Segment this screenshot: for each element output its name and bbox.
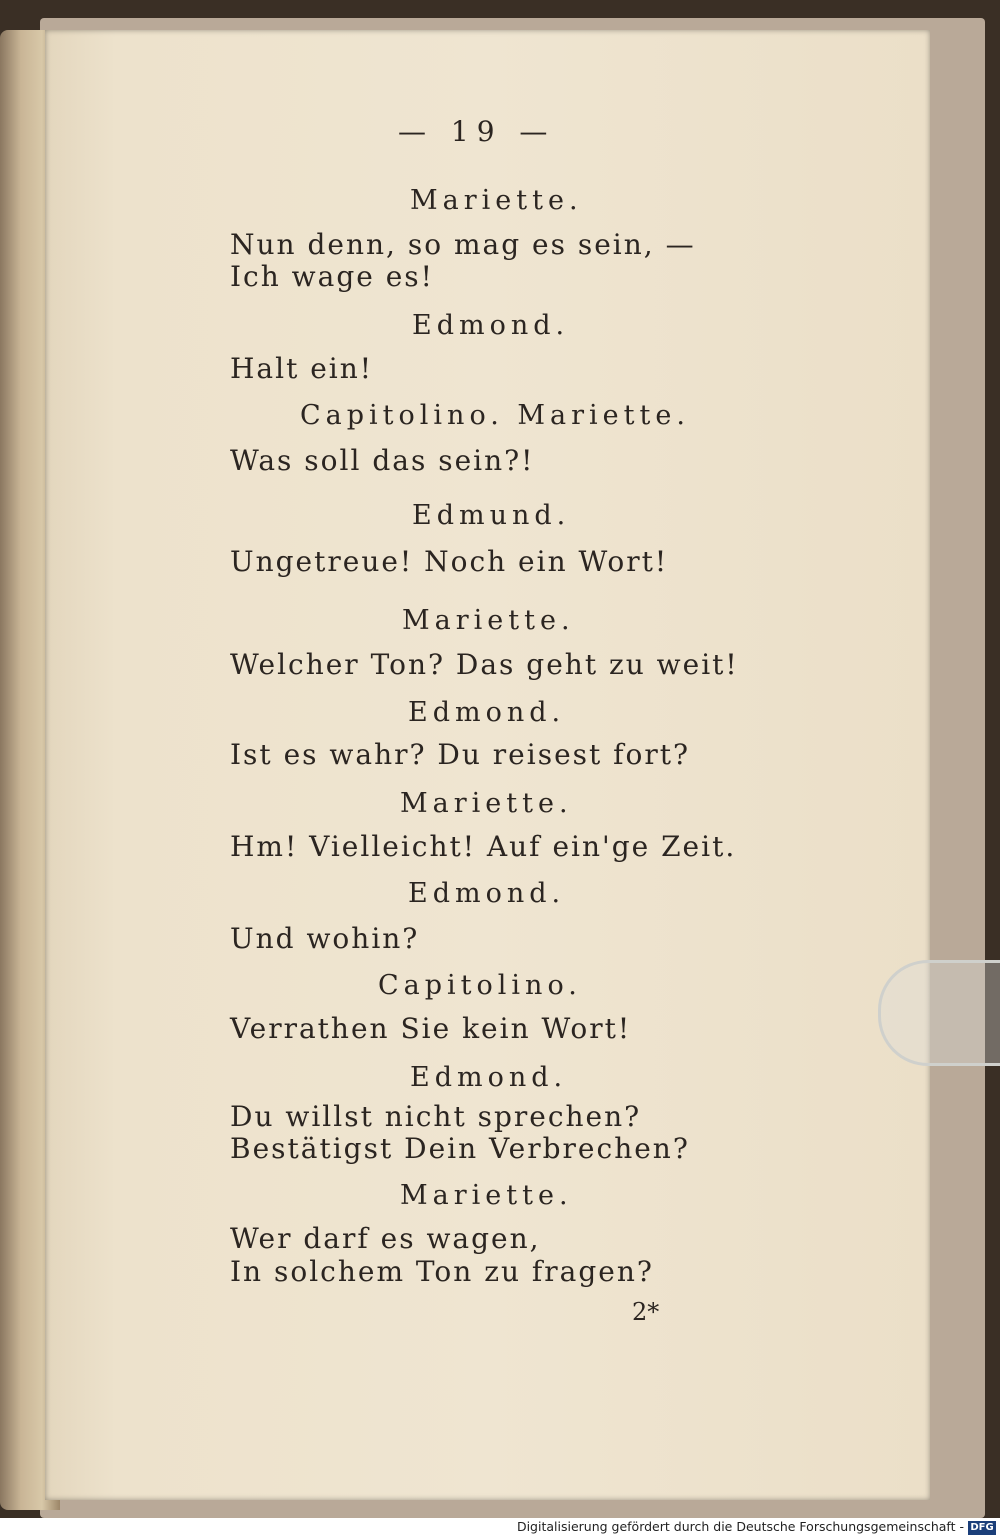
speaker-name: Mariette. [402,605,575,636]
sheet-signature: 2* [632,1298,660,1326]
dialogue-line: Ist es wahr? Du reisest fort? [230,738,691,771]
speaker-name: Mariette. [400,788,573,819]
dialogue-line: Bestätigst Dein Verbrechen? [230,1132,690,1165]
page-clip [878,960,1000,1066]
funding-notice: Digitalisierung gefördert durch die Deutsche Forschungsgemeinschaft - [516,1519,964,1534]
speaker-name: Capitolino. [378,970,582,1001]
speaker-name: Mariette. [400,1180,573,1211]
dialogue-line: Was soll das sein?! [230,444,535,477]
dialogue-line: Und wohin? [230,922,420,955]
dfg-logo-icon: DFG [968,1521,996,1535]
speaker-name: Edmund. [412,500,571,531]
dialogue-line: Nun denn, so mag es sein, — [230,228,696,261]
speaker-name: Edmond. [408,697,566,728]
dialogue-line: Halt ein! [230,352,374,385]
dialogue-line: Wer darf es wagen, [230,1222,541,1255]
speaker-name: Edmond. [410,1062,568,1093]
speaker-name: Edmond. [412,310,570,341]
speaker-name: Capitolino. Mariette. [300,400,690,431]
dialogue-line: Hm! Vielleicht! Auf ein'ge Zeit. [230,830,737,863]
speaker-name: Mariette. [410,185,583,216]
speaker-name: Edmond. [408,878,566,909]
dialogue-line: Ungetreue! Noch ein Wort! [230,545,669,578]
footer-bar [0,1518,1000,1538]
dialogue-line: Verrathen Sie kein Wort! [230,1012,632,1045]
dialogue-line: Ich wage es! [230,260,434,293]
page-number: — 19 — [398,115,556,148]
dialogue-line: Du willst nicht sprechen? [230,1100,642,1133]
dialogue-line: In solchem Ton zu fragen? [230,1255,654,1288]
dialogue-line: Welcher Ton? Das geht zu weit! [230,648,739,681]
